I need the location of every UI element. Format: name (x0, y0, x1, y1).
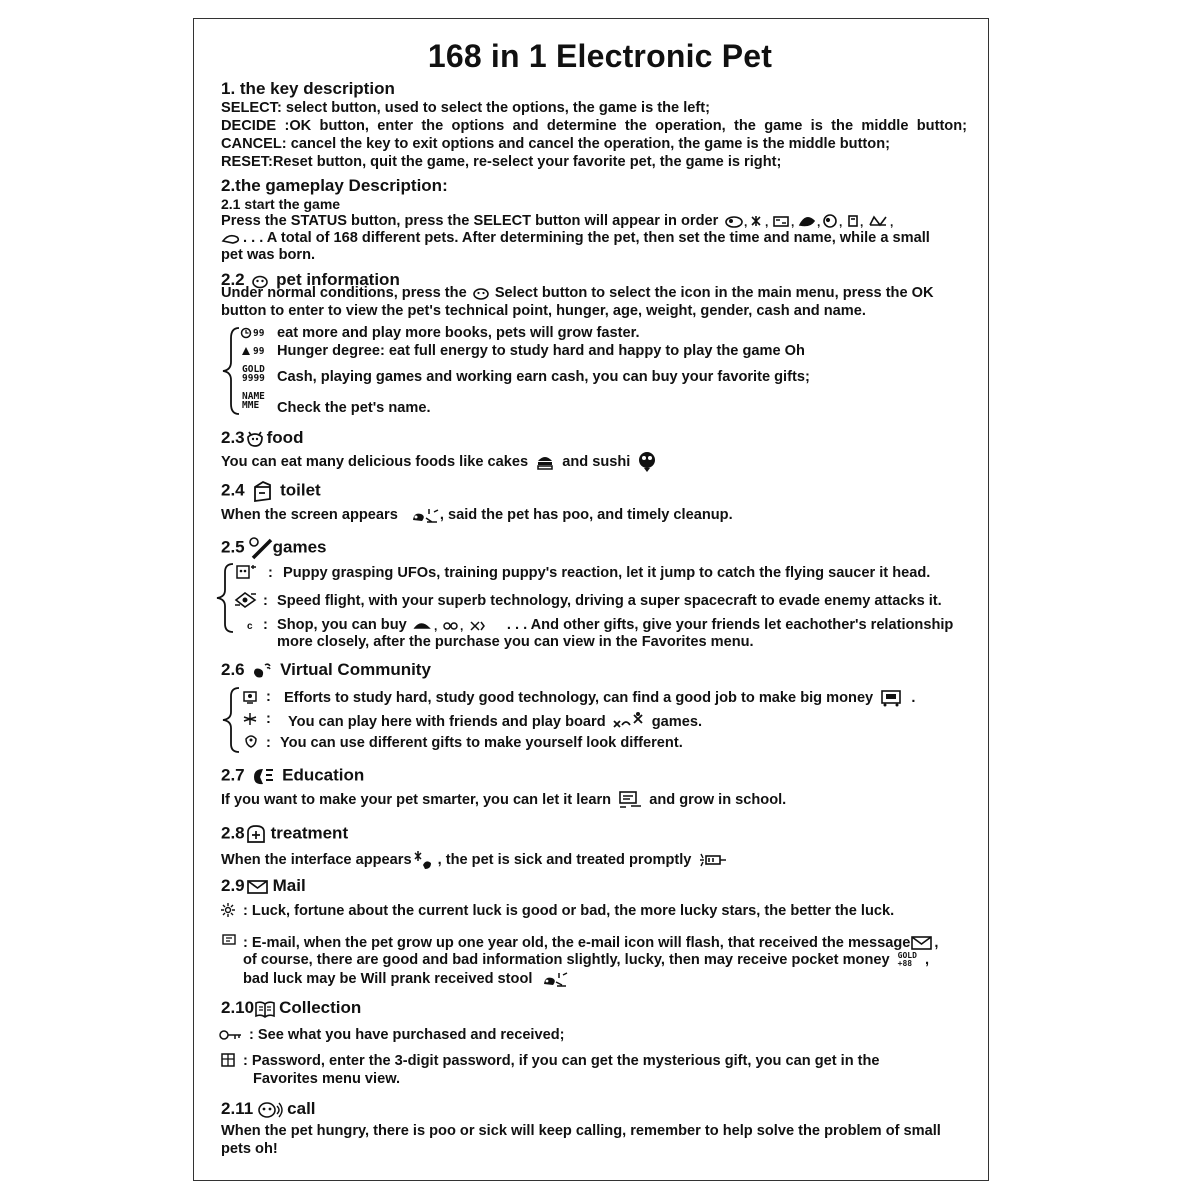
pet-icon-4 (800, 218, 814, 226)
toilet-icon (251, 479, 273, 503)
svg-text:,: , (860, 215, 864, 230)
svg-text:,: , (433, 619, 438, 633)
pet-icon-2 (752, 216, 760, 226)
message-icon (910, 934, 934, 952)
select-pet-icon (472, 286, 490, 300)
games-item-2: Speed flight, with your superb technology, driving a super spacecraft to evade enemy attacks it. (277, 593, 942, 609)
collection-item-2: : Password, enter the 3-digit password, if you can get the mysterious gift, you can get in the (243, 1053, 880, 1069)
section-2-4-heading: 2.4 toilet (221, 479, 321, 503)
community-item-3: You can use different gifts to make yourself look different. (280, 735, 683, 751)
section-2-heading: 2.the gameplay Description: (221, 176, 448, 195)
education-line: If you want to make your pet smarter, you can let it learn and grow in school. (221, 790, 786, 810)
key-reset-line: RESET:Reset button, quit the game, re-select your favorite pet, the game is right; (221, 154, 782, 170)
key-decide-line: DECIDE :OK button, enter the options and determine the operation, the game is the middle button; (221, 118, 967, 134)
mail-item-2a: : E-mail, when the pet grow up one year old, the e-mail icon will flash, that received the message , (243, 934, 939, 951)
food-icon (245, 430, 265, 448)
collection-icon (254, 999, 276, 1019)
mail-item-1: : Luck, fortune about the current luck is good or bad, the more lucky stars, the better the luck. (243, 903, 895, 919)
luck-star-icon (220, 902, 236, 918)
section-2-7-heading: 2.7 Education (221, 765, 364, 787)
pet-icon-5 (824, 215, 836, 227)
pocket-money-gold: GOLD +88 (897, 951, 917, 969)
section-2-5-heading: 2.5 games (221, 536, 327, 560)
school-icon (617, 790, 643, 810)
svg-text:,: , (765, 215, 769, 230)
pet-info-item-1: eat more and play more books, pets will grow faster. (277, 325, 640, 341)
treatment-icon (245, 823, 267, 845)
age-value: 99 (253, 328, 265, 339)
community-item-1: Efforts to study hard, study good technology, can find a good job to make big money . (284, 689, 916, 706)
mail-item-2b: of course, there are good and bad information slightly, lucky, then may receive pocket money GOLD +88 , (243, 951, 930, 969)
community-colon-3: : (266, 735, 271, 751)
mail-icon (246, 878, 270, 896)
pet-info-brace (213, 326, 243, 416)
svg-text:,: , (839, 215, 843, 230)
food-line: You can eat many delicious foods like cakes and sushi (221, 451, 660, 473)
collection-item-2-cont: Favorites menu view. (253, 1071, 401, 1087)
svg-text:,: , (791, 215, 795, 230)
games-colon-1: : (268, 565, 273, 581)
pet-icon-1 (726, 217, 742, 227)
stool-icon (542, 970, 568, 988)
community-item-2: You can play here with friends and play board games. (288, 711, 702, 733)
age-clock-icon (240, 327, 252, 339)
section-2-1-heading: 2.1 start the game (221, 196, 341, 212)
games-item-3: Shop, you can buy , , . . . And other gifts, give your friends let eachother's relationship (277, 617, 954, 633)
community-colon-1: : (266, 689, 271, 705)
collection-item-1: : See what you have purchased and received; (249, 1027, 565, 1043)
start-line-2 (221, 230, 930, 247)
community-brace (213, 686, 243, 754)
cake-icon (534, 451, 556, 473)
board-game-icon (612, 711, 646, 733)
friends-icon (240, 711, 262, 727)
ufo-game-icon (234, 563, 258, 583)
section-2-10-heading: 2.10 Collection (221, 998, 362, 1017)
key-cancel-line: CANCEL: cancel the key to exit options and cancel the operation, the game is the middle button; (221, 136, 890, 152)
education-icon (251, 765, 275, 787)
call-line-2: pets oh! (221, 1141, 278, 1157)
gifts-icon (240, 733, 262, 749)
start-line-2-text: . . . A total of 168 different pets. After determining the pet, then set the time and name, while a small (243, 230, 930, 246)
pet-info-item-2: Hunger degree: eat full energy to study hard and happy to play the game Oh (277, 343, 805, 359)
treatment-line: When the interface appears , the pet is sick and treated promptly (221, 849, 730, 871)
svg-text:,: , (890, 215, 894, 230)
pet-sequence-icons (724, 213, 974, 229)
community-colon-2: : (266, 711, 271, 727)
start-line-1-text: Press the STATUS button, press the SELECT button will appear in order (221, 213, 719, 229)
section-2-9-heading: 2.9 Mail (221, 876, 306, 895)
start-line-1 (221, 213, 976, 230)
pet-icon-7 (870, 217, 886, 225)
games-item-3-cont: more closely, after the purchase you can view in the Favorites menu. (277, 634, 754, 650)
spacecraft-game-icon (233, 590, 259, 610)
key-select-line: SELECT: select button, used to select the options, the game is the left; (221, 100, 710, 116)
pet-icon-6 (849, 216, 857, 226)
section-2-6-heading: 2.6 Virtual Community (221, 660, 431, 679)
sick-icon (413, 849, 437, 871)
pet-info-line-1: Under normal conditions, press the Select button to select the icon in the main menu, press the OK (221, 285, 934, 301)
poo-icon (410, 506, 440, 524)
section-2-11-heading: 2.11 call (221, 1099, 316, 1118)
gift-icons (413, 618, 501, 632)
key-icon (219, 1028, 243, 1042)
syringe-icon (698, 850, 728, 870)
games-item-1: Puppy grasping UFOs, training puppy's reaction, let it jump to catch the flying saucer it head. (283, 565, 931, 581)
email-small-icon (221, 933, 237, 947)
games-icon (247, 536, 273, 560)
section-2-8-heading: 2.8 treatment (221, 823, 348, 845)
page-title: 168 in 1 Electronic Pet (427, 38, 773, 74)
pet-info-line-2: button to enter to view the pet's technical point, hunger, age, weight, gender, cash and name. (221, 303, 866, 319)
money-icon (879, 689, 905, 707)
svg-text:,: , (459, 619, 464, 633)
mail-item-2c: bad luck may be Will prank received stool (243, 970, 568, 988)
games-colon-3: : (263, 617, 268, 633)
toilet-line: When the screen appears , said the pet has poo, and timely cleanup. (221, 506, 733, 523)
work-icon (240, 688, 262, 706)
pet-icon-3 (774, 217, 788, 226)
games-colon-2: : (263, 593, 268, 609)
section-2-3-heading: 2.3 food (221, 428, 304, 447)
call-line-1: When the pet hungry, there is poo or sick will keep calling, remember to help solve the problem of small (221, 1123, 941, 1139)
svg-text:,: , (817, 215, 821, 230)
pet-icon-last (221, 231, 243, 245)
section-1-heading: 1. the key description (221, 79, 395, 98)
sushi-icon (636, 451, 658, 473)
svg-text:,: , (744, 215, 748, 230)
section-2-2-heading: 2.2 pet information (221, 270, 400, 289)
shop-icon-label: c (247, 621, 253, 632)
hunger-value: 99 (253, 346, 265, 357)
pet-info-item-3: Cash, playing games and working earn cash, you can buy your favorite gifts; (277, 369, 810, 385)
name-value: NAME MME (242, 391, 265, 411)
start-line-3: pet was born. (221, 247, 316, 263)
password-icon (220, 1052, 238, 1068)
pet-info-item-4: Check the pet's name. (277, 400, 431, 416)
weight-icon (240, 345, 252, 357)
gold-value: GOLD 9999 (242, 364, 265, 384)
community-icon (251, 661, 273, 681)
call-icon (257, 1100, 285, 1120)
